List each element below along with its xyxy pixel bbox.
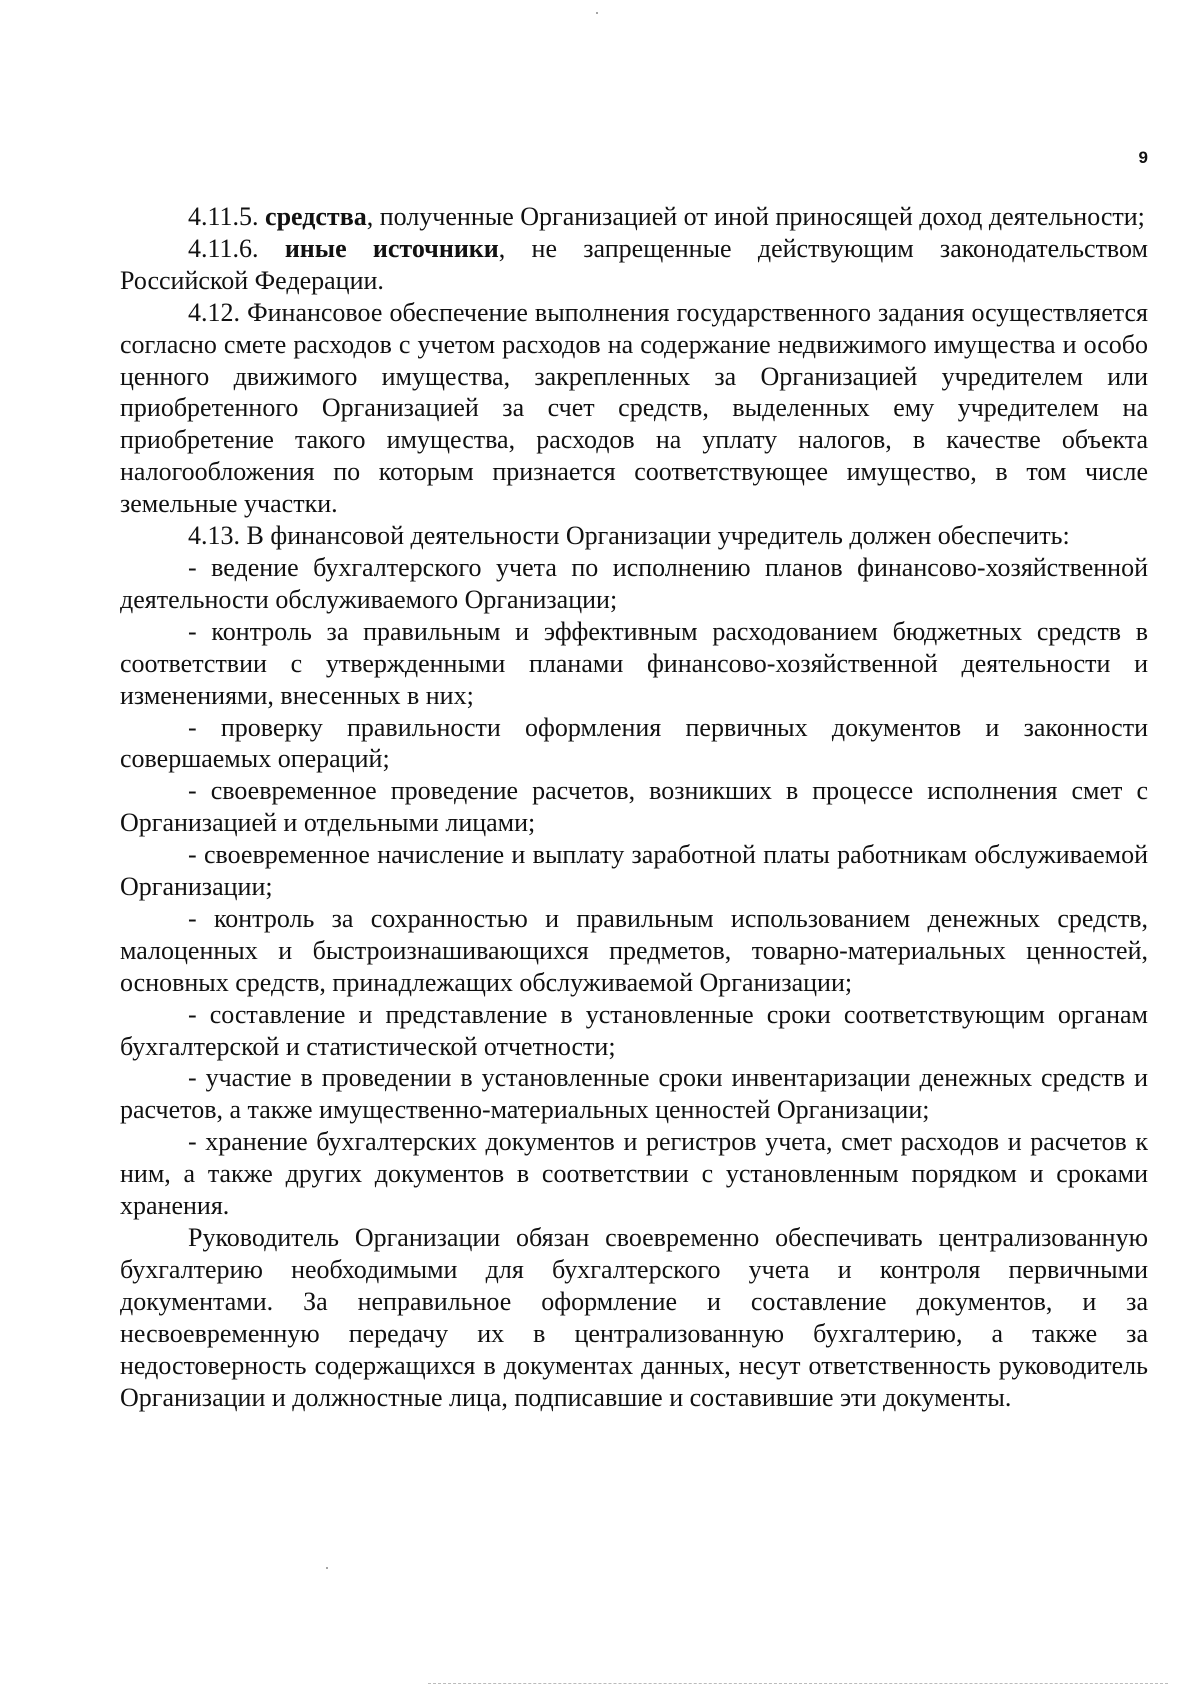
clause-lead: средства (265, 202, 367, 231)
list-item-inventory: - участие в проведении в установленные сроки инвентаризации денежных средств и расчетов, а также имущественно-материальных ценностей Организации; (120, 1063, 1148, 1125)
paragraph-4-11-5 (120, 201, 1148, 233)
page-number: 9 (1138, 148, 1148, 167)
paragraph-head-responsibility: Руководитель Организации обязан своевременно обеспечивать централизованную бухгалтерию необходимыми для бухгалтерского учета и контроля первичными документами. За неправильное оформление и составление документов, и за несвоевременную передачу их в централизованную бухгалтерию, а также за недостоверность содержащихся в документах данных, несут ответственность руководитель Организации и должностные лица, подписавшие и составившие эти документы. (120, 1223, 1148, 1412)
clause-lead: иные источники (284, 233, 499, 263)
document-body (120, 201, 1148, 1413)
scan-artifact (326, 1567, 328, 1569)
list-item-budget-control: - контроль за правильным и эффективным расходованием бюджетных средств в соответствии с утвержденными планами финансово-хозяйственной деятельности и изменениями, внесенных в них; (120, 616, 1148, 710)
list-item-storage: - хранение бухгалтерских документов и регистров учета, смет расходов и расчетов к ним, а также других документов в соответствии с установленным порядком и сроками хранения. (120, 1127, 1148, 1221)
clause-text: , не запрещенные действующим законодательством Российской Федерации. (120, 233, 1148, 295)
list-item-bookkeeping: - ведение бухгалтерского учета по исполнению планов финансово-хозяйственной деятельности обслуживаемого Организации; (120, 552, 1148, 614)
list-item-payroll: - своевременное начисление и выплату заработной платы работникам обслуживаемой Организации; (120, 840, 1148, 902)
list-item-document-check: - проверку правильности оформления первичных документов и законности совершаемых операций; (120, 712, 1148, 774)
paragraph-4-11-6 (120, 233, 1148, 297)
scan-edge-line (428, 1683, 1168, 1684)
list-item-settlements: - своевременное проведение расчетов, возникших в процессе исполнения смет с Организацией и отдельными лицами; (120, 776, 1148, 838)
paragraph-4-12: 4.12. Финансовое обеспечение выполнения государственного задания осуществляется согласно смете расходов с учетом расходов на содержание недвижимого имущества и особо ценного движимого имущества, закрепленных за Организацией учредителем или приобретенного Организацией за счет средств, выделенных ему учредителем на приобретение такого имущества, расходов на уплату налогов, в качестве объекта налогообложения по которым признается соответствующее имущество, в том числе земельные участки. (120, 297, 1148, 519)
paragraph-4-13: 4.13. В финансовой деятельности Организации учредитель должен обеспечить: (188, 521, 1070, 551)
scan-artifact (596, 12, 598, 14)
list-item-reporting: - составление и представление в установленные сроки соответствующим органам бухгалтерской и статистической отчетности; (120, 999, 1148, 1061)
clause-number: 4.11.6. (188, 233, 259, 263)
clause-number: 4.11.5. (188, 202, 259, 231)
clause-text: , полученные Организацией от иной приносящей доход деятельности; (366, 202, 1145, 231)
list-item-asset-control: - контроль за сохранностью и правильным использованием денежных средств, малоценных и быстроизнашивающихся предметов, товарно-материальных ценностей, основных средств, принадлежащих обслуживаемой Организации; (120, 903, 1148, 997)
